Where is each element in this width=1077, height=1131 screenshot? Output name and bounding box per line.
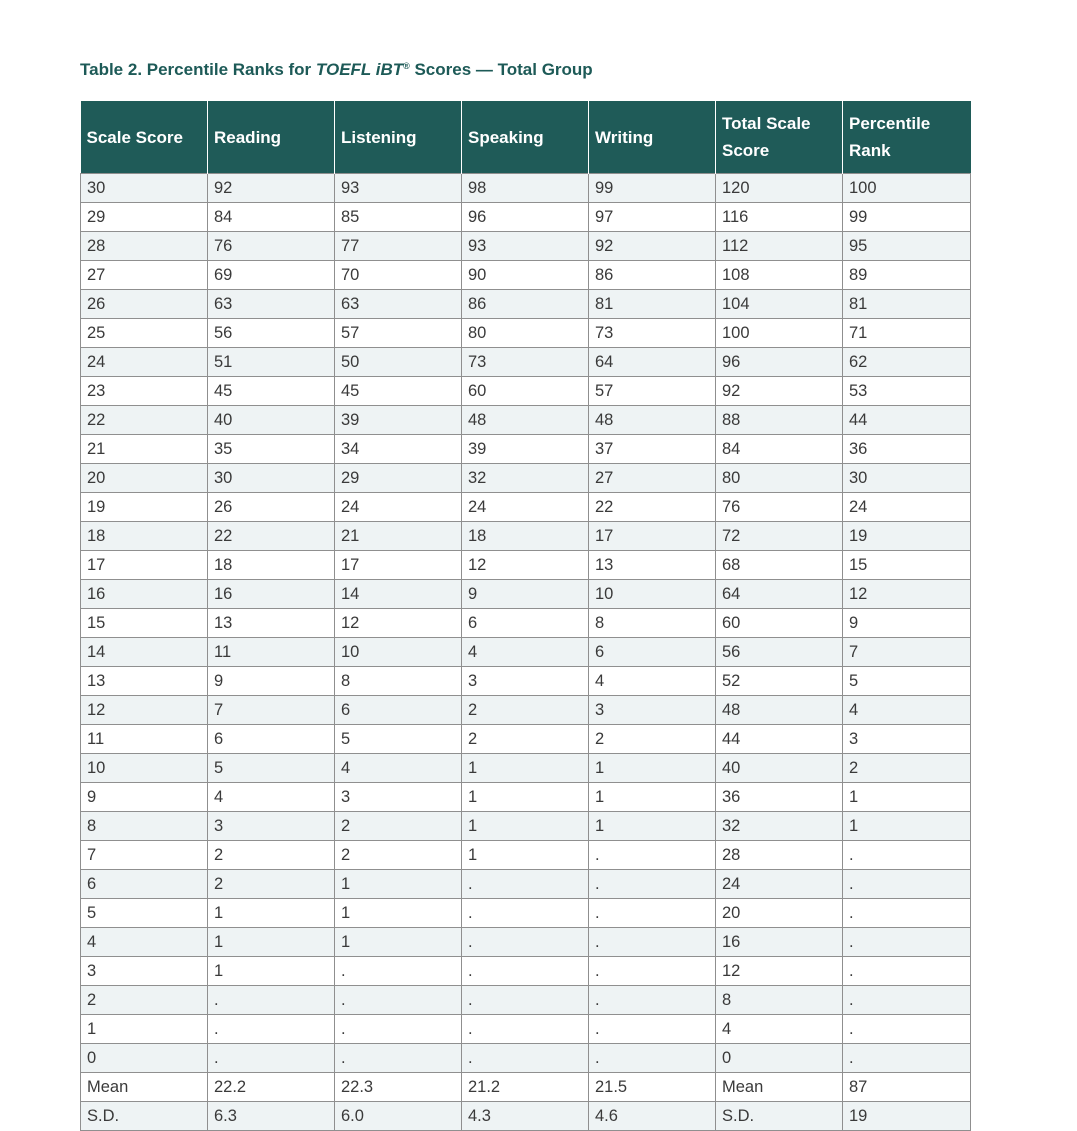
cell-percentile-rank: 95 [843,232,971,261]
cell-total-scale-score: 0 [716,1044,843,1073]
table-row [81,870,971,899]
cell-reading: 92 [208,174,335,203]
cell-listening: 12 [335,609,462,638]
cell-scale-score: 25 [81,319,208,348]
cell-listening: 39 [335,406,462,435]
cell-percentile-rank: 3 [843,725,971,754]
cell-percentile-rank: . [843,986,971,1015]
cell-scale-score: 10 [81,754,208,783]
header-reading: Reading [208,101,335,174]
cell-total-scale-score: 36 [716,783,843,812]
table-row [81,609,971,638]
cell-percentile-rank: 19 [843,522,971,551]
cell-reading: 63 [208,290,335,319]
cell-reading: 9 [208,667,335,696]
cell-reading: 30 [208,464,335,493]
cell-reading: 16 [208,580,335,609]
cell-writing: 21.5 [589,1073,716,1102]
cell-total-scale-score: 108 [716,261,843,290]
cell-percentile-rank: 99 [843,203,971,232]
cell-speaking: . [462,1015,589,1044]
cell-reading: 45 [208,377,335,406]
cell-percentile-rank: . [843,870,971,899]
cell-listening: 6 [335,696,462,725]
cell-scale-score: 8 [81,812,208,841]
cell-total-scale-score: 28 [716,841,843,870]
cell-percentile-rank: 100 [843,174,971,203]
cell-total-scale-score: 84 [716,435,843,464]
table-row [81,232,971,261]
cell-percentile-rank: 30 [843,464,971,493]
title-registered-mark: ® [403,61,410,71]
table-row [81,551,971,580]
cell-listening: 50 [335,348,462,377]
cell-writing: . [589,957,716,986]
cell-writing: 57 [589,377,716,406]
cell-speaking: 39 [462,435,589,464]
cell-percentile-rank: 71 [843,319,971,348]
cell-reading: 1 [208,899,335,928]
table-row [81,783,971,812]
cell-listening: 85 [335,203,462,232]
cell-scale-score: 24 [81,348,208,377]
cell-scale-score: 18 [81,522,208,551]
cell-speaking: 24 [462,493,589,522]
cell-writing: . [589,870,716,899]
cell-percentile-rank: . [843,957,971,986]
cell-scale-score: 4 [81,928,208,957]
cell-speaking: 32 [462,464,589,493]
header-scale-score: Scale Score [81,101,208,174]
cell-total-scale-score: Mean [716,1073,843,1102]
cell-reading: 7 [208,696,335,725]
cell-percentile-rank: 87 [843,1073,971,1102]
cell-total-scale-score: 96 [716,348,843,377]
cell-scale-score: 3 [81,957,208,986]
table-body [81,174,971,1131]
cell-writing: 1 [589,812,716,841]
cell-listening: 70 [335,261,462,290]
cell-percentile-rank: . [843,841,971,870]
cell-total-scale-score: 40 [716,754,843,783]
cell-writing: 97 [589,203,716,232]
cell-scale-score: 5 [81,899,208,928]
cell-scale-score: 13 [81,667,208,696]
cell-total-scale-score: 68 [716,551,843,580]
cell-reading: 84 [208,203,335,232]
cell-reading: 51 [208,348,335,377]
cell-total-scale-score: 4 [716,1015,843,1044]
cell-scale-score: S.D. [81,1102,208,1131]
cell-writing: 4 [589,667,716,696]
cell-total-scale-score: 60 [716,609,843,638]
cell-reading: 76 [208,232,335,261]
cell-writing: . [589,841,716,870]
cell-percentile-rank: . [843,899,971,928]
cell-reading: 13 [208,609,335,638]
cell-scale-score: 1 [81,1015,208,1044]
cell-writing: 86 [589,261,716,290]
cell-writing: 4.6 [589,1102,716,1131]
cell-speaking: 86 [462,290,589,319]
table-row [81,464,971,493]
cell-scale-score: 22 [81,406,208,435]
cell-percentile-rank: 36 [843,435,971,464]
cell-speaking: 18 [462,522,589,551]
table-row [81,435,971,464]
cell-reading: 6.3 [208,1102,335,1131]
table-row [81,203,971,232]
table-row [81,957,971,986]
cell-reading: 40 [208,406,335,435]
cell-percentile-rank: 2 [843,754,971,783]
cell-speaking: 96 [462,203,589,232]
cell-listening: 5 [335,725,462,754]
cell-reading: 3 [208,812,335,841]
cell-listening: 34 [335,435,462,464]
cell-scale-score: Mean [81,1073,208,1102]
cell-scale-score: 27 [81,261,208,290]
table-row [81,1044,971,1073]
table-title [80,60,593,80]
cell-reading: 35 [208,435,335,464]
percentile-ranks-table [80,101,971,1131]
cell-scale-score: 14 [81,638,208,667]
cell-total-scale-score: 112 [716,232,843,261]
cell-total-scale-score: 64 [716,580,843,609]
cell-speaking: 1 [462,812,589,841]
cell-speaking: 1 [462,841,589,870]
cell-speaking: 48 [462,406,589,435]
cell-speaking: 21.2 [462,1073,589,1102]
cell-scale-score: 2 [81,986,208,1015]
cell-speaking: 2 [462,725,589,754]
table-row [81,261,971,290]
cell-listening: . [335,957,462,986]
cell-listening: 77 [335,232,462,261]
cell-total-scale-score: 92 [716,377,843,406]
cell-listening: 2 [335,812,462,841]
cell-writing: 3 [589,696,716,725]
cell-speaking: 1 [462,754,589,783]
cell-total-scale-score: 116 [716,203,843,232]
cell-percentile-rank: 62 [843,348,971,377]
cell-speaking: . [462,986,589,1015]
cell-listening: 1 [335,899,462,928]
cell-writing: 81 [589,290,716,319]
cell-speaking: 60 [462,377,589,406]
table-header [81,101,971,174]
table-row [81,493,971,522]
cell-writing: . [589,1044,716,1073]
cell-reading: 22.2 [208,1073,335,1102]
cell-scale-score: 15 [81,609,208,638]
cell-speaking: 80 [462,319,589,348]
table-row [81,725,971,754]
cell-scale-score: 6 [81,870,208,899]
cell-speaking: 2 [462,696,589,725]
header-listening: Listening [335,101,462,174]
cell-writing: 10 [589,580,716,609]
cell-total-scale-score: 88 [716,406,843,435]
cell-reading: 6 [208,725,335,754]
cell-writing: . [589,928,716,957]
cell-writing: 6 [589,638,716,667]
cell-speaking: . [462,957,589,986]
cell-percentile-rank: 12 [843,580,971,609]
cell-speaking: . [462,1044,589,1073]
cell-total-scale-score: 100 [716,319,843,348]
cell-writing: 73 [589,319,716,348]
title-italic: TOEFL iBT [315,60,404,79]
cell-listening: . [335,1015,462,1044]
cell-scale-score: 19 [81,493,208,522]
cell-scale-score: 17 [81,551,208,580]
cell-total-scale-score: 32 [716,812,843,841]
cell-speaking: . [462,870,589,899]
cell-reading: . [208,986,335,1015]
cell-total-scale-score: 76 [716,493,843,522]
cell-speaking: . [462,899,589,928]
cell-speaking: 98 [462,174,589,203]
cell-listening: 29 [335,464,462,493]
cell-total-scale-score: 72 [716,522,843,551]
cell-total-scale-score: 104 [716,290,843,319]
cell-listening: 22.3 [335,1073,462,1102]
cell-scale-score: 21 [81,435,208,464]
header-row [81,101,971,174]
table-row [81,754,971,783]
header-total-scale-score: Total Scale Score [716,101,843,174]
cell-listening: 45 [335,377,462,406]
cell-scale-score: 16 [81,580,208,609]
cell-total-scale-score: 80 [716,464,843,493]
cell-writing: 1 [589,754,716,783]
table-row [81,522,971,551]
cell-writing: 92 [589,232,716,261]
cell-writing: 99 [589,174,716,203]
cell-speaking: 73 [462,348,589,377]
cell-writing: 17 [589,522,716,551]
table-row [81,377,971,406]
cell-scale-score: 9 [81,783,208,812]
cell-percentile-rank: 53 [843,377,971,406]
cell-listening: 10 [335,638,462,667]
cell-listening: 14 [335,580,462,609]
table-row [81,580,971,609]
cell-listening: 4 [335,754,462,783]
cell-percentile-rank: 1 [843,783,971,812]
cell-percentile-rank: 9 [843,609,971,638]
cell-speaking: 3 [462,667,589,696]
cell-total-scale-score: 48 [716,696,843,725]
cell-reading: 11 [208,638,335,667]
cell-reading: 69 [208,261,335,290]
cell-speaking: 4.3 [462,1102,589,1131]
table-row [81,174,971,203]
cell-scale-score: 11 [81,725,208,754]
cell-scale-score: 7 [81,841,208,870]
table-row [81,986,971,1015]
cell-percentile-rank: 7 [843,638,971,667]
cell-reading: . [208,1044,335,1073]
cell-writing: 27 [589,464,716,493]
cell-total-scale-score: 12 [716,957,843,986]
cell-reading: 26 [208,493,335,522]
cell-scale-score: 30 [81,174,208,203]
cell-reading: 1 [208,928,335,957]
cell-percentile-rank: 89 [843,261,971,290]
cell-reading: 2 [208,841,335,870]
table-row [81,348,971,377]
table-row [81,841,971,870]
cell-reading: 1 [208,957,335,986]
cell-total-scale-score: 44 [716,725,843,754]
cell-scale-score: 12 [81,696,208,725]
cell-percentile-rank: 15 [843,551,971,580]
cell-writing: 37 [589,435,716,464]
cell-reading: . [208,1015,335,1044]
cell-listening: 17 [335,551,462,580]
cell-total-scale-score: 52 [716,667,843,696]
cell-percentile-rank: 24 [843,493,971,522]
cell-total-scale-score: 16 [716,928,843,957]
title-suffix: Scores — Total Group [409,60,593,79]
cell-scale-score: 26 [81,290,208,319]
cell-listening: 21 [335,522,462,551]
cell-percentile-rank: 19 [843,1102,971,1131]
cell-speaking: 93 [462,232,589,261]
cell-speaking: 9 [462,580,589,609]
table-row [81,667,971,696]
table-row [81,406,971,435]
cell-speaking: 1 [462,783,589,812]
cell-percentile-rank: 44 [843,406,971,435]
cell-speaking: . [462,928,589,957]
cell-total-scale-score: 24 [716,870,843,899]
cell-total-scale-score: 56 [716,638,843,667]
cell-reading: 56 [208,319,335,348]
cell-reading: 22 [208,522,335,551]
cell-scale-score: 28 [81,232,208,261]
cell-speaking: 12 [462,551,589,580]
cell-writing: . [589,986,716,1015]
cell-writing: 48 [589,406,716,435]
cell-listening: 93 [335,174,462,203]
header-percentile-rank: Percentile Rank [843,101,971,174]
cell-listening: 1 [335,928,462,957]
cell-percentile-rank: 4 [843,696,971,725]
table-row [81,1102,971,1131]
cell-total-scale-score: 8 [716,986,843,1015]
cell-listening: 2 [335,841,462,870]
table-row [81,928,971,957]
cell-listening: 1 [335,870,462,899]
cell-speaking: 4 [462,638,589,667]
table-row [81,290,971,319]
cell-writing: 64 [589,348,716,377]
cell-scale-score: 23 [81,377,208,406]
cell-percentile-rank: 1 [843,812,971,841]
cell-total-scale-score: S.D. [716,1102,843,1131]
table-row [81,1073,971,1102]
cell-writing: 1 [589,783,716,812]
cell-reading: 2 [208,870,335,899]
cell-speaking: 6 [462,609,589,638]
cell-listening: . [335,1044,462,1073]
cell-listening: 63 [335,290,462,319]
cell-total-scale-score: 20 [716,899,843,928]
cell-writing: 2 [589,725,716,754]
table-row [81,899,971,928]
cell-listening: . [335,986,462,1015]
cell-writing: 13 [589,551,716,580]
cell-reading: 4 [208,783,335,812]
cell-writing: . [589,1015,716,1044]
cell-writing: 22 [589,493,716,522]
header-speaking: Speaking [462,101,589,174]
cell-percentile-rank: . [843,1015,971,1044]
cell-percentile-rank: 81 [843,290,971,319]
table-row [81,812,971,841]
cell-listening: 6.0 [335,1102,462,1131]
cell-listening: 3 [335,783,462,812]
cell-scale-score: 29 [81,203,208,232]
cell-percentile-rank: 5 [843,667,971,696]
cell-writing: . [589,899,716,928]
cell-total-scale-score: 120 [716,174,843,203]
cell-percentile-rank: . [843,1044,971,1073]
cell-writing: 8 [589,609,716,638]
cell-speaking: 90 [462,261,589,290]
cell-listening: 24 [335,493,462,522]
table-row [81,638,971,667]
table-row [81,1015,971,1044]
cell-percentile-rank: . [843,928,971,957]
table-row [81,696,971,725]
cell-scale-score: 20 [81,464,208,493]
cell-scale-score: 0 [81,1044,208,1073]
table-row [81,319,971,348]
title-prefix: Table 2. Percentile Ranks for [80,60,316,79]
cell-listening: 8 [335,667,462,696]
cell-listening: 57 [335,319,462,348]
header-writing: Writing [589,101,716,174]
cell-reading: 18 [208,551,335,580]
cell-reading: 5 [208,754,335,783]
